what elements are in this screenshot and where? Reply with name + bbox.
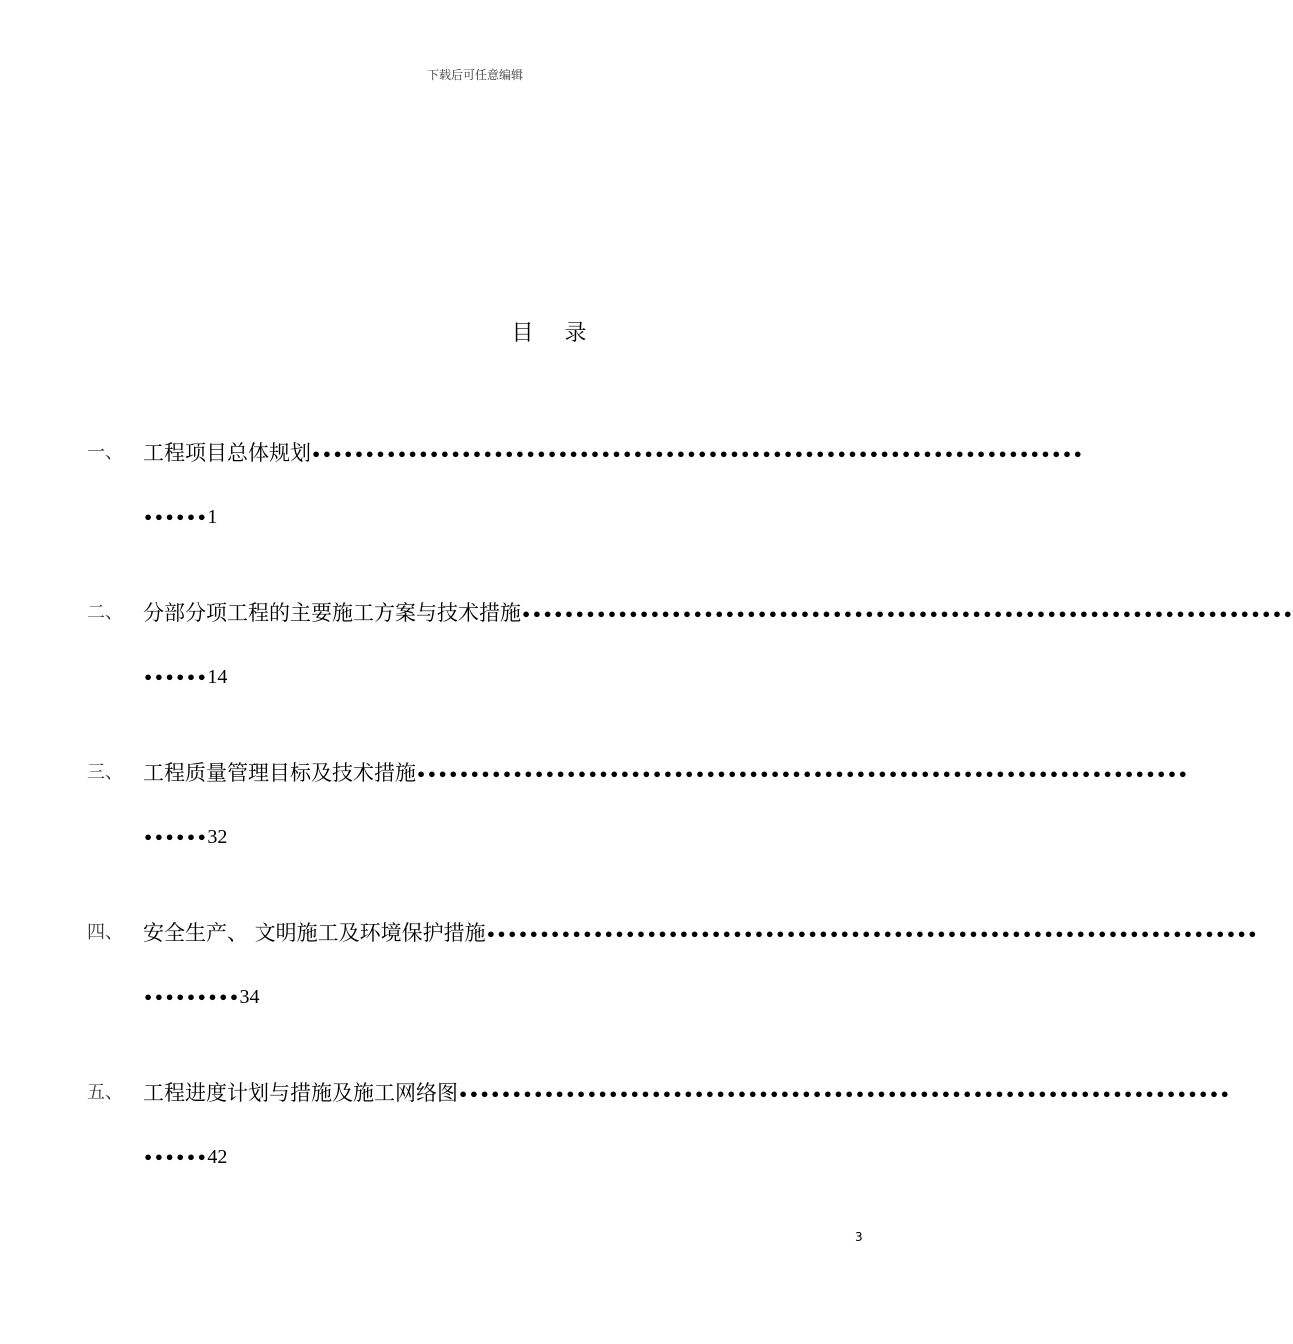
toc-entry-line xyxy=(143,598,1293,630)
toc-leader-dots: •••••• xyxy=(143,508,208,527)
toc-entry-line xyxy=(143,758,1189,790)
toc-entry-page: 42 xyxy=(207,1146,228,1168)
toc-entry-page: 32 xyxy=(207,826,228,848)
toc-entry-number: 五、 xyxy=(87,1082,123,1103)
toc-entry-text: 工程质量管理目标及技术措施 xyxy=(143,761,416,785)
toc-entry-page-line xyxy=(143,502,217,533)
toc-entry-page-line xyxy=(143,1142,227,1173)
toc-entry[interactable] xyxy=(0,440,1084,580)
toc-leader-dots: •••••••••••••••••••••••••••••••••••••••••••••••••••••••••••••••••••••••• xyxy=(458,1085,1231,1104)
toc-leader-dots: •••••••••••••••••••••••••••••••••••••••••••••••••••••••••••••••••••••••• xyxy=(416,765,1189,784)
toc-leader-dots: •••••••••••••••••••••••••••••••••••••••••••••••••••••••••••••••••••••••• xyxy=(311,445,1084,464)
toc-entry-page: 14 xyxy=(207,666,228,688)
toc-entry-page-line xyxy=(143,822,227,853)
toc-entry-text: 分部分项工程的主要施工方案与技术措施 xyxy=(143,601,521,625)
toc-entry-line xyxy=(143,438,1084,470)
toc-entry[interactable] xyxy=(0,1080,1231,1220)
toc-title: 目 录 xyxy=(511,321,599,346)
toc-entry-number: 三、 xyxy=(87,762,123,783)
toc-entry-page-line xyxy=(143,982,260,1013)
toc-leader-dots: •••••• xyxy=(143,1148,208,1167)
toc-entry-line xyxy=(143,1078,1231,1110)
toc-leader-dots: •••••••••••••••••••••••••••••••••••••••••••••••••••••••••••••••••••••••• xyxy=(485,925,1258,944)
page-number: 3 xyxy=(855,1230,863,1244)
toc-entry-number: 四、 xyxy=(87,922,123,943)
toc-entry-text: 工程项目总体规划 xyxy=(143,441,311,465)
toc-entry-number: 一、 xyxy=(87,442,123,463)
toc-entry-text: 工程进度计划与措施及施工网络图 xyxy=(143,1081,458,1105)
toc-entry-line xyxy=(143,918,1258,950)
header-note: 下载后可任意编辑 xyxy=(426,68,523,82)
toc-entry-page: 1 xyxy=(207,506,218,528)
toc-entry-page: 34 xyxy=(239,986,260,1008)
toc-leader-dots: •••••• xyxy=(143,828,208,847)
toc-leader-dots: •••••••••••••••••••••••••••••••••••••••••••••••••••••••••••••••••••••••• xyxy=(521,605,1293,624)
toc-entry[interactable] xyxy=(0,920,1258,1060)
toc-entry-page-line xyxy=(143,662,227,693)
toc-leader-dots: •••••• xyxy=(143,668,208,687)
toc-entry[interactable] xyxy=(0,760,1189,900)
toc-leader-dots: ••••••••• xyxy=(143,988,240,1007)
toc-entry-text: 安全生产、 文明施工及环境保护措施 xyxy=(143,921,486,945)
toc-entry-number: 二、 xyxy=(87,602,123,623)
toc-entry[interactable] xyxy=(0,600,1293,740)
